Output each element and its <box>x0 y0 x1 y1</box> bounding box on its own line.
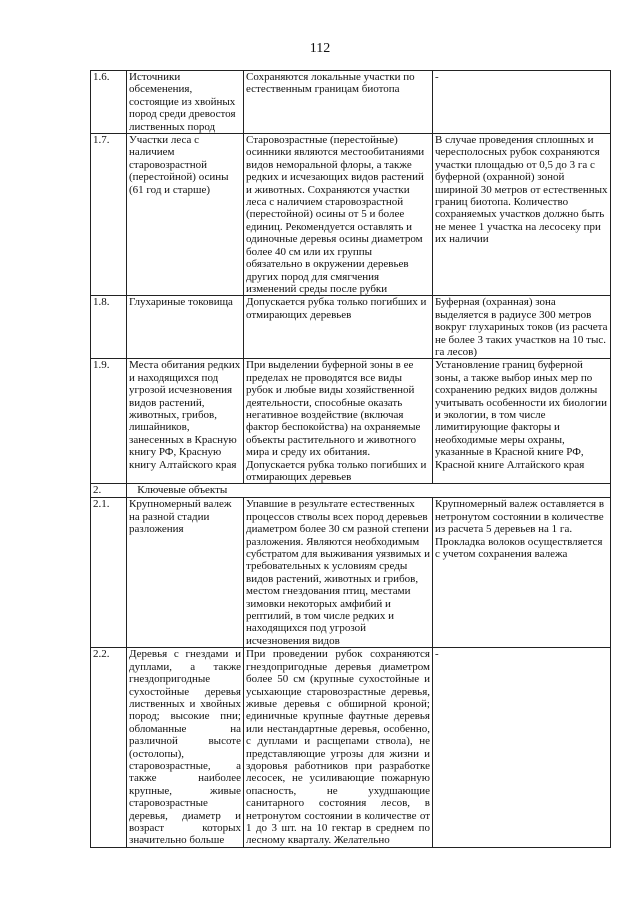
section-row <box>91 484 611 498</box>
row-number: 1.9. <box>91 359 127 484</box>
requirement-cell: Допускается рубка только погибших и отмирающих деревьев <box>244 296 433 359</box>
table-row <box>91 648 611 848</box>
page-number: 112 <box>309 41 331 56</box>
object-cell: Участки леса с наличием старовозрастной (перестойной) осины (61 год и старше) <box>127 134 244 296</box>
row-number: 2.2. <box>91 648 127 848</box>
table-row <box>91 498 611 648</box>
row-number: 1.6. <box>91 71 127 134</box>
section-number: 2. <box>91 484 127 498</box>
table-row <box>91 296 611 359</box>
object-cell: Крупномерный валеж на разной стадии разложения <box>127 498 244 648</box>
table-row <box>91 71 611 134</box>
note-cell: Крупномерный валеж оставляется в нетронутом состоянии в количестве из расчета 5 деревьев на 1 га. Прокладка волоков осуществляется с учетом сохранения валежа <box>433 498 611 648</box>
table-row <box>91 359 611 484</box>
note-cell: Буферная (охранная) зона выделяется в радиусе 300 метров вокруг глухариных токов (из расчета не более 3 таких участков на 10 тыс. га лесов) <box>433 296 611 359</box>
note-cell: Установление границ буферной зоны, а также выбор иных мер по сохранению редких видов должны учитывать особенности их биологии и экологии, в том числе лимитирующие факторы и необходимые меры охраны, указанные в Красной книге РФ, Красной книге Алтайского края <box>433 359 611 484</box>
row-number: 1.8. <box>91 296 127 359</box>
note-cell: - <box>433 648 611 848</box>
table-row <box>91 134 611 296</box>
note-cell: В случае проведения сплошных и чересполосных рубок сохраняются участки площадью от 0,5 до 3 га с буферной (охранной) зоной шириной 30 метров от естественных границ биотопа. Количество сохраняемых участков должно быть не менее 1 участка на лесосеку при их наличии <box>433 134 611 296</box>
note-cell: - <box>433 71 611 134</box>
object-cell: Глухариные токовища <box>127 296 244 359</box>
section-title: Ключевые объекты <box>127 484 611 498</box>
object-cell: Места обитания редких и находящихся под угрозой исчезновения видов растений, животных, грибов, лишайников, занесенных в Красную книгу РФ, Красную книгу Алтайского края <box>127 359 244 484</box>
requirement-cell: При выделении буферной зоны в ее пределах не проводятся все виды рубок и любые виды хозяйственной деятельности, способные оказать негативное воздействие (включая фактор беспокойства) на охраняемые объекты растительного и животного мира и среду их обитания. Допускается рубка только погибших и отмирающих деревьев <box>244 359 433 484</box>
row-number: 1.7. <box>91 134 127 296</box>
object-cell: Деревья с гнездами и дуплами, а также гнездопригодные сухостойные деревья лиственных и хвойных пород; высокие пни; обломанные на различной высоте (остолопы), старовозрастные, а также наиболее крупные, живые старовозрастные деревья, диаметр и возраст которых значительно больше <box>127 648 244 848</box>
requirement-cell: Упавшие в результате естественных процессов стволы всех пород деревьев диаметром более 30 см разной степени разложения. Являются необходимым субстратом для выживания уязвимых и требовательных к условиям среды видов растений, животных и грибов, местом гнездования птиц, местами зимовки некоторых амфибий и рептилий, в том числе редких и находящихся под угрозой исчезновения видов <box>244 498 433 648</box>
row-number: 2.1. <box>91 498 127 648</box>
requirement-cell: Сохраняются локальные участки по естественным границам биотопа <box>244 71 433 134</box>
requirement-cell: При проведении рубок сохраняются гнездопригодные деревья диаметром более 50 см (крупные сухостойные и усыхающие старовозрастные деревья, живые деревья с обширной кроной; единичные крупные фаутные деревья или нестандартные деревья, особенно, с дуплами и расщепами ствола), не представляющие угрозы для жизни и здоровья работников при разработке лесосек, не усиливающие пожарную опасность, не ухудшающие санитарного состояния лесов, в нетронутом состоянии в количестве от 1 до 3 шт. на 10 гектар в среднем по лесному кварталу. Желательно <box>244 648 433 848</box>
document-table <box>90 70 611 848</box>
object-cell: Источники обсеменения, состоящие из хвойных пород среди древостоя лиственных пород <box>127 71 244 134</box>
requirement-cell: Старовозрастные (перестойные) осинники являются местообитаниями видов неморальной флоры, а также редких и исчезающих видов растений и животных. Сохраняются участки леса с наличием старовозрастной (перестойной) осины от 5 и более единиц. Рекомендуется оставлять и одиночные деревья осины диаметром более 40 см или их группы обязательно в окружении деревьев других пород для смягчения изменений среды после рубки <box>244 134 433 296</box>
